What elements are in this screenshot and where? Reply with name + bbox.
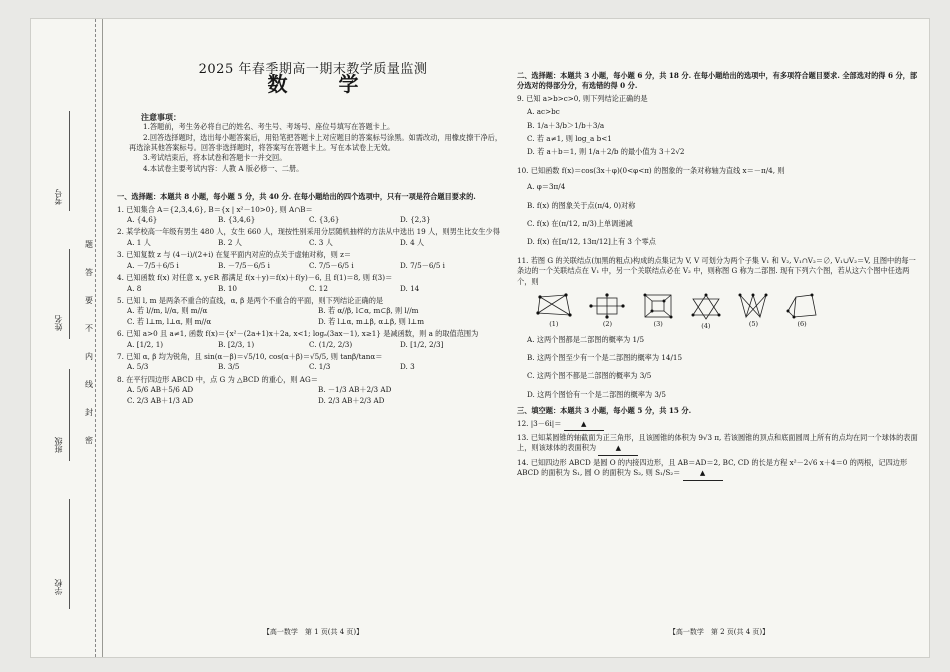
seal-char: 线 (85, 380, 93, 389)
figure-label: (3) (653, 320, 663, 329)
seal-dashed-line (95, 19, 96, 657)
figure-label: (2) (602, 320, 613, 329)
option-b: B. －7/5－6/5 i (218, 260, 270, 270)
figure-label: (4) (701, 322, 711, 331)
graph-figure-2 (589, 293, 625, 331)
graph-figure-6 (786, 293, 818, 331)
exam-no-label: 考号 (54, 189, 63, 205)
question-stem: 3. 已知复数 z 与 (4－i)/(2+i) 在复平面内对应的点关于虚轴对称，则 z＝ (117, 250, 352, 260)
option-d: D. [1/2, 2/3] (400, 339, 444, 349)
note-item: 2.回答选择题时，选出每小题答案后，用铅笔把答题卡上对应题目的答案标号涂黑。如需改动，用橡皮擦干净后，再选涂其他答案标号。回答非选择题时，将答案写在答题卡上。写在本试卷上无效。 (129, 132, 503, 153)
name-label: 姓名 (54, 315, 63, 331)
graph-figure-4 (691, 293, 721, 331)
question-stem: 5. 已知 l, m 是两条不重合的直线，α, β 是两个不重合的平面，则下列结论正确的是 (117, 295, 384, 305)
option-c: C. 7/5－6/5 i (309, 260, 354, 270)
option-c: C. (1/2, 2/3) (309, 339, 353, 349)
blank-triangle-icon: ▲ (699, 469, 706, 478)
seal-char: 密 (85, 436, 93, 445)
class-line (69, 369, 70, 461)
exam-sheet (30, 18, 930, 658)
option-a: A. ac>bc (527, 107, 560, 117)
note-item: 3.考试结束后，将本试卷和答题卡一并交回。 (143, 153, 287, 163)
school-label: 学校 (54, 579, 63, 595)
option-c: C. f(x) 在(π/12, π/3)上单调递减 (527, 219, 633, 229)
question-stem: 2. 某学校高一年级有男生 480 人，女生 660 人，现按性别采用分层随机抽样的方法从中选出 19 人，则男生比女生少得 (117, 227, 500, 237)
question-1 (117, 205, 509, 226)
seal-char: 内 (85, 352, 93, 361)
option-d: D. 14 (400, 283, 420, 293)
question-11 (517, 256, 921, 400)
option-d: D. 若 a＋b＝1, 则 1/a＋2/b 的最小值为 3＋2√2 (527, 147, 685, 157)
question-stem: 9. 已知 a>b>c>0, 则下列结论正确的是 (517, 93, 648, 103)
option-b: B. {3,4,6} (218, 215, 256, 225)
question-stem: 12. |3－6i|＝ (517, 418, 562, 428)
question-stem: 10. 已知函数 f(x)＝cos(3x＋φ)(0<φ<π) 的图象的一条对称轴为直线 x＝－π/4, 则 (517, 165, 785, 175)
option-c: C. 若 a≠1, 则 log_a b<1 (527, 134, 612, 144)
question-stem: 8. 在平行四边形 ABCD 中，点 G 为 △BCD 的重心，则 AG＝ (117, 374, 318, 384)
option-a: A. [1/2, 1) (127, 339, 164, 349)
seal-char: 答 (85, 268, 93, 277)
option-a: A. 1 人 (127, 237, 151, 247)
figure-label: (6) (797, 320, 807, 329)
blank-triangle-icon: ▲ (615, 444, 622, 453)
option-d: D. 3 (400, 362, 415, 372)
note-item: 1.答题前，考生务必将自己的姓名、考生号、考场号、座位号填写在答题卡上。 (143, 122, 395, 132)
exam-title: 2025 年春季期高一期末教学质量监测 (198, 62, 428, 77)
class-label: 班级 (54, 437, 63, 453)
question-12 (517, 419, 921, 431)
option-a: A. 这两个图都是二部图的概率为 1/5 (527, 334, 645, 344)
question-stem: 6. 已知 a>0 且 a≠1, 函数 f(x)＝{x²－(2a+1)x＋2a, x<1; logₐ(3ax－1), x≥1} 是减函数，则 a 的取值范围为 (117, 329, 479, 339)
name-line (69, 249, 70, 339)
subject-title: 数 学 (267, 72, 381, 97)
question-stem: 11. 若图 G 的关联结点(加黑的粗点)构成的点集记为 V, V 可划分为两个子集 V₁ 和 V₂, V₁∩V₂＝∅, V₁∪V₂＝V, 且图中的每一条边的一个关联结点在 V₁ 中，另一个关联结点必在 V₂ 中，则称图 G 称为二部图. 现有下列六个图，若从这六个图中任选两个，则 (517, 255, 916, 286)
option-a: A. 5/6 AB＋5/6 AD (127, 385, 194, 395)
section-1-heading: 一、选择题：本题共 8 小题，每小题 5 分，共 40 分. 在每小题给出的四个选项中，只有一项是符合题目要求的. (117, 192, 476, 202)
question-13 (517, 433, 921, 456)
page-2-footer: 【高一数学 第 2 页(共 4 页)】 (668, 627, 770, 636)
question-4 (117, 273, 509, 294)
note-item: 4.本试卷主要考试内容：人教 A 版必修一、二册。 (143, 163, 304, 173)
option-d: D. 若 l⊥α, m⊥β, α⊥β, 则 l⊥m (318, 316, 425, 326)
page-1 (117, 19, 509, 657)
option-c: C. 这两个图不都是二部图的概率为 3/5 (527, 371, 652, 381)
option-a: A. －7/5＋6/5 i (127, 260, 179, 270)
question-stem: 1. 已知集合 A＝{2,3,4,6}, B＝{x | x²－10>0}, 则 A∩B＝ (117, 204, 313, 214)
option-a: A. 5/3 (127, 362, 149, 372)
option-b: B. 若 α//β, l⊂α, m⊂β, 则 l//m (318, 306, 419, 316)
option-b: B. 3/5 (218, 362, 240, 372)
seal-char: 封 (85, 408, 93, 417)
option-a: A. 若 l//m, l//α, 则 m//α (127, 306, 208, 316)
option-c: C. 1/3 (309, 362, 331, 372)
binding-margin (31, 19, 103, 657)
option-b: B. [2/3, 1) (218, 339, 255, 349)
answer-blank[interactable] (598, 443, 638, 455)
graph-figure-1 (536, 293, 572, 331)
option-d: D. 7/5－6/5 i (400, 260, 445, 270)
option-d: D. 这两个图恰有一个是二部图的概率为 3/5 (527, 389, 666, 399)
question-stem: 7. 已知 α, β 均为锐角，且 sin(α－β)＝√5/10, cos(α＋β)＝√5/5, 则 tanβ/tanα＝ (117, 351, 383, 361)
option-a: A. 8 (127, 283, 142, 293)
seal-char: 题 (85, 240, 93, 249)
section-3-heading: 三、填空题：本题共 3 小题，每小题 5 分，共 15 分. (517, 406, 692, 416)
question-stem: 14. 已知四边形 ABCD 是圆 O 的内接四边形，且 AB＝AD＝2, BC, CD 的长是方程 x²－2√6 x＋4＝0 的两根，记四边形 ABCD 的面积为 S₁, 圆 O 的面积为 S₂, 则 S₁/S₂＝ (517, 457, 908, 478)
question-7 (117, 352, 509, 373)
option-b: B. 10 (218, 283, 237, 293)
question-2 (117, 227, 509, 248)
school-line (69, 499, 70, 609)
page-1-footer: 【高一数学 第 1 页(共 4 页)】 (262, 627, 364, 636)
option-d: D. {2,3} (400, 215, 431, 225)
exam-no-line (69, 111, 70, 211)
graph-figures (527, 293, 827, 331)
option-b: B. 这两个图至少有一个是二部图的概率为 14/15 (527, 352, 683, 362)
question-stem: 4. 已知函数 f(x) 对任意 x, y∈R 都满足 f(x＋y)＝f(x)＋f(y)－6, 且 f(1)＝8, 则 f(3)＝ (117, 273, 393, 283)
option-a: A. φ＝3π/4 (527, 182, 566, 192)
option-b: B. 1/a＋3/b＞1/b＋3/a (527, 120, 605, 130)
blank-triangle-icon: ▲ (580, 419, 587, 428)
question-8 (117, 375, 509, 406)
option-b: B. f(x) 的图象关于点(π/4, 0)对称 (527, 200, 636, 210)
option-d: D. 4 人 (400, 237, 425, 247)
question-14 (517, 458, 921, 481)
question-5 (117, 296, 509, 327)
section-2-heading: 二、选择题：本题共 3 小题，每小题 6 分，共 18 分. 在每小题给出的选项中，有多项符合题目要求. 全部选对的得 6 分，部分选对的得部分分，有选错的得 0 分. (517, 71, 918, 91)
option-c: C. 12 (309, 283, 328, 293)
graph-figure-3 (643, 293, 673, 331)
figure-label: (5) (748, 320, 759, 329)
option-c: C. 2/3 AB＋1/3 AD (127, 395, 194, 405)
question-6 (117, 329, 509, 350)
answer-blank[interactable] (564, 419, 604, 431)
question-9 (517, 94, 921, 158)
question-stem: 13. 已知某圆锥的轴截面为正三角形，且该圆锥的体积为 9√3 π, 若该圆锥的顶点和底面圆周上所有的点均在同一个球体的表面上，则该球体的表面积为 (517, 432, 918, 453)
option-c: C. {3,6} (309, 215, 340, 225)
figure-label: (1) (549, 320, 559, 329)
page-2 (517, 19, 921, 657)
option-b: B. －1/3 AB＋2/3 AD (318, 385, 392, 395)
question-3 (117, 250, 509, 271)
option-a: A. {4,6} (127, 215, 158, 225)
option-d: D. f(x) 在[π/12, 13π/12]上有 3 个零点 (527, 237, 656, 247)
option-d: D. 2/3 AB＋2/3 AD (318, 395, 385, 405)
seal-char: 要 (85, 296, 93, 305)
option-b: B. 2 人 (218, 237, 242, 247)
option-c: C. 3 人 (309, 237, 333, 247)
seal-char: 不 (85, 324, 93, 333)
graph-figure-5 (738, 293, 768, 331)
question-10 (517, 166, 921, 248)
option-c: C. 若 l⊥m, l⊥α, 则 m//α (127, 316, 212, 326)
answer-blank[interactable] (683, 468, 723, 480)
notes-heading: 注意事项： (141, 111, 181, 122)
